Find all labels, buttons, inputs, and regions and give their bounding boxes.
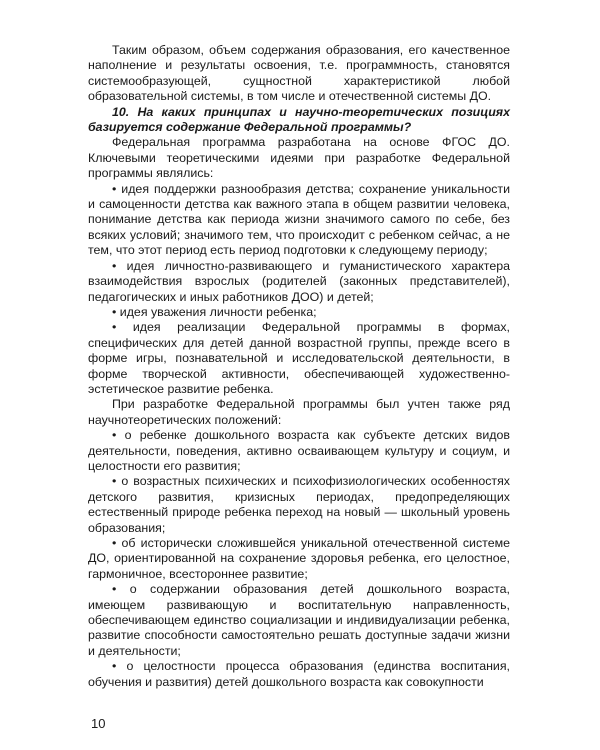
bullet-position-integrity: • о целостности процесса образования (единства воспитания, обучения и развития) детей дошкольного возраста как совокупности <box>88 659 510 689</box>
paragraph-summary: Таким образом, объем содержания образования, его качественное наполнение и результаты освоения, т.е. программность, становятся системообразующей, сущностной характеристикой любой образовательной системы, в том числе и отечественной системы ДО. <box>88 43 510 104</box>
question-heading: 10. На каких принципах и научно-теоретических позициях базируется содержание Федеральной программы? <box>88 104 510 135</box>
bullet-idea-diversity: • идея поддержки разнообразия детства; сохранение уникальности и самоценности детства как важного этапа в общем развитии человека, понимание детства как периода жизни значимого самого по себе, без всяких условий; значимого тем, что происходит с ребенком сейчас, а не тем, что этот период есть период подготовки к следующему периоду; <box>88 181 510 258</box>
bullet-position-content: • о содержании образования детей дошкольного возраста, имеющем развивающую и воспитательную направленность, обеспечивающем единство социализации и индивидуализации ребенка, развитие способности самостоятельно решать доступные задачи жизни и деятельности; <box>88 582 510 658</box>
page-number: 10 <box>91 716 106 731</box>
bullet-position-age: • о возрастных психических и психофизиологических особенностях детского развития, кризисных периодах, предопределяющих естественный природе ребенка переход на новый — школьный уровень образования; <box>88 474 510 535</box>
paragraph-positions-intro: При разработке Федеральной программы был учтен также ряд научнотеоретических положений: <box>88 397 510 427</box>
paragraph-intro: Федеральная программа разработана на основе ФГОС ДО. Ключевыми теоретическими идеями при разработке Федеральной программы являлись: <box>88 135 510 181</box>
bullet-idea-respect: • идея уважения личности ребенка; <box>112 304 317 319</box>
bullet-idea-forms: • идея реализации Федеральной программы в формах, специфических для детей данной возрастной группы, прежде всего в форме игры, познавательной и исследовательской деятельности, в форме творческой активности, обеспечивающей художественно-эстетическое развитие ребенка. <box>88 320 510 396</box>
bullet-position-subject: • о ребенке дошкольного возраста как субъекте детских видов деятельности, поведения, активно осваивающем культуру и социум, и целостности его развития; <box>88 428 510 473</box>
page-text <box>88 43 510 690</box>
bullet-idea-humanistic: • идея личностно-развивающего и гуманистического характера взаимодействия взрослых (родителей (законных представителей), педагогических и иных работников ДОО) и детей; <box>88 258 510 304</box>
bullet-position-history: • об исторически сложившейся уникальной отечественной системе ДО, ориентированной на сохранение здоровья ребенка, его целостное, гармоничное, всестороннее развитие; <box>88 536 510 581</box>
